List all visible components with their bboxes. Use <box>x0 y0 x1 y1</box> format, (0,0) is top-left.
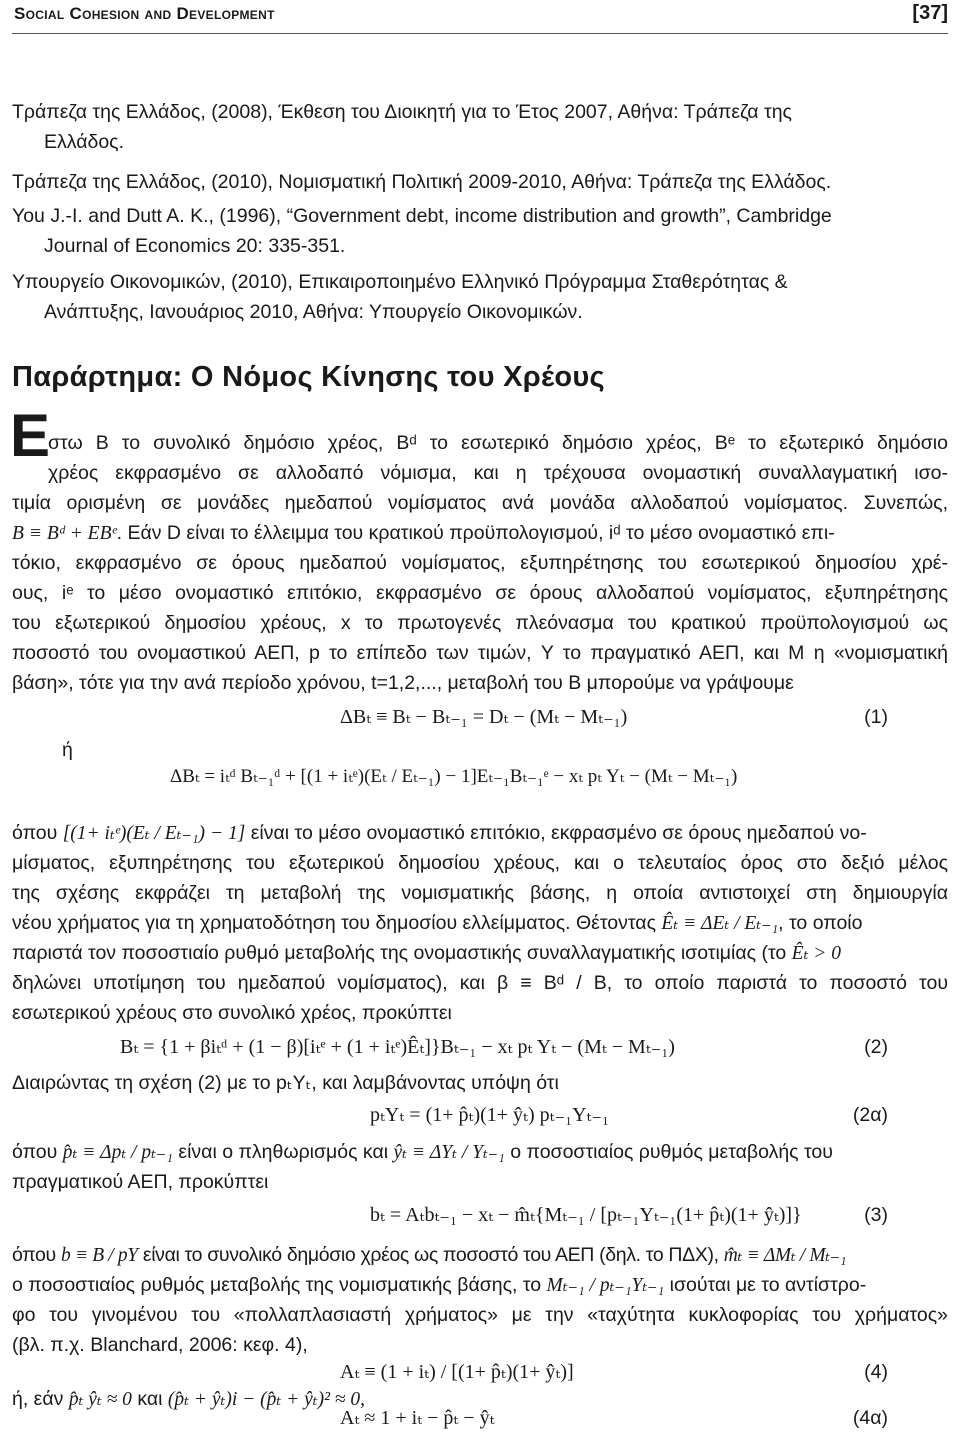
body-line <box>12 818 948 849</box>
reference-line: Τράπεζα της Ελλάδος, (2008), Έκθεση του Διοικητή για το Έτος 2007, Αθήνα: Τράπεζα της <box>12 101 792 123</box>
equation-number: (4) <box>864 1361 888 1383</box>
equation-1b: ΔBₜ = iₜᵈ Bₜ₋₁ᵈ + [(1 + iₜᵉ)(Eₜ / Eₜ₋₁) − 1]Eₜ₋₁Bₜ₋₁ᵉ − xₜ pₜ Yₜ − (Mₜ − Mₜ₋₁) <box>170 766 738 787</box>
inline-equation: Êₜ > 0 <box>791 943 842 964</box>
equation-4a: Aₜ ≈ 1 + iₜ − p̂ₜ − ŷₜ <box>340 1407 495 1429</box>
inline-equation: B ≡ Bᵈ + EBᵉ <box>12 523 117 544</box>
body-line: Διαιρώντας τη σχέση (2) με το pₜYₜ, και λαμβάνοντας υπόψη ότι <box>12 1072 559 1094</box>
inline-equation: b ≡ B / pY <box>60 1245 138 1266</box>
equation-number: (2) <box>864 1036 888 1058</box>
inline-equation: m̂ₜ ≡ ΔMₜ / Mₜ₋₁ <box>723 1245 847 1266</box>
body-line: τιμία ορισμένη σε μονάδες ημεδαπού νομίσματος ανά μονάδα αλλοδαπού νομίσματος. Συνεπώς, <box>12 492 948 514</box>
body-text: όπου <box>12 1141 58 1163</box>
equation-4: Aₜ ≡ (1 + iₜ) / [(1+ p̂ₜ)(1+ ŷₜ)] <box>340 1361 574 1383</box>
body-text: όπου <box>12 822 58 844</box>
equation-2: Bₜ = {1 + βiₜᵈ + (1 − β)[iₜᵉ + (1 + iₜᵉ)Êₜ]}Bₜ₋₁ − xₜ pₜ Yₜ − (Mₜ − Mₜ₋₁) <box>120 1036 675 1058</box>
body-line: του εξωτερικού δημοσίου χρέους, x το πρωτογενές πλεόνασμα του κρατικού προϋπολογισμού ως <box>12 612 948 634</box>
inline-equation: Mₜ₋₁ / pₜ₋₁Yₜ₋₁ <box>546 1275 665 1296</box>
body-text: είναι το συνολικό δημόσιο χρέος ως ποσοστό του ΑΕΠ (δηλ. το ΠΔΧ), <box>142 1244 719 1266</box>
equation-number: (4α) <box>852 1407 888 1429</box>
or-connector: ή <box>62 739 73 761</box>
equation-1: ΔBₜ ≡ Bₜ − Bₜ₋₁ = Dₜ − (Mₜ − Mₜ₋₁) <box>340 706 628 728</box>
equation-number: (1) <box>864 706 888 728</box>
running-header-title: Social Cohesion and Development <box>14 4 275 23</box>
section-title: Παράρτημα: Ο Νόμος Κίνησης του Χρέους <box>12 361 605 393</box>
body-text: είναι το μέσο ονομαστικό επιτόκιο, εκφρασμένο σε όρους ημεδαπού νο- <box>250 822 867 844</box>
reference-line: Journal of Economics 20: 335-351. <box>44 235 346 257</box>
body-line: μίσματος, εξυπηρέτησης του εξωτερικού δημοσίου χρέους, και ο τελευταίος όρος στο δεξιό μέλος <box>12 852 948 874</box>
body-line: της σχέσης εκφράζει τη μεταβολή της νομισματικής βάσης, η οποία αντιστοιχεί στη δημιουργία <box>12 882 948 904</box>
equation-number: (2α) <box>852 1104 888 1126</box>
body-line: στω B το συνολικό δημόσιο χρέος, Bᵈ το εσωτερικό δημόσιο χρέος, Bᵉ το εξωτερικό δημόσιο <box>48 432 948 454</box>
body-line <box>12 1270 948 1301</box>
body-line: ποσοστό του ονομαστικού ΑΕΠ, p το επίπεδο των τιμών, Y το πραγματικό ΑΕΠ, και M η «νομισματική <box>12 642 948 664</box>
body-line: φο του γινομένου του «πολλαπλασιαστή χρήματος» με την «ταχύτητα κυκλοφορίας του χρήματος» <box>12 1304 948 1326</box>
inline-equation: [(1+ iₜᵉ)(Eₜ / Eₜ₋₁) − 1] <box>62 823 246 844</box>
body-text: , το οποίο <box>778 912 863 934</box>
reference-line: Ανάπτυξης, Ιανουάριος 2010, Αθήνα: Υπουργείο Οικονομικών. <box>44 301 583 323</box>
reference-line: You J.-I. and Dutt A. K., (1996), “Government debt, income distribution and growth”, Cambridge <box>12 205 832 227</box>
body-text: ή, εάν <box>12 1388 64 1410</box>
reference-line: Ελλάδος. <box>44 131 124 153</box>
body-line: βάση», τότε για την ανά περίοδο χρόνου, t=1,2,..., μεταβολή του B μπορούμε να γράψουμε <box>12 672 794 694</box>
inline-equation: p̂ₜ ŷₜ ≈ 0 <box>68 1389 132 1410</box>
body-line <box>12 1137 948 1168</box>
inline-equation: Êₜ ≡ ΔEₜ / Eₜ₋₁ <box>661 913 779 934</box>
body-line: (βλ. π.χ. Blanchard, 2006: κεφ. 4), <box>12 1334 308 1356</box>
body-line: εσωτερικού χρέους στο συνολικό χρέος, προκύπτει <box>12 1002 452 1024</box>
body-text: ο ποσοστιαίος ρυθμός μεταβολής της νομισματικής βάσης, το <box>12 1274 542 1296</box>
body-text: ισούται με το αντίστρο- <box>669 1274 867 1296</box>
inline-equation: p̂ₜ ≡ Δpₜ / pₜ₋₁ <box>62 1142 173 1163</box>
reference-line: Υπουργείο Οικονομικών, (2010), Επικαιροποιημένο Ελληνικό Πρόγραμμα Σταθερότητας & <box>12 271 788 293</box>
body-text: ο ποσοστιαίος ρυθμός μεταβολής του <box>510 1141 833 1163</box>
body-text: και <box>137 1388 163 1410</box>
body-text: όπου <box>12 1244 56 1266</box>
body-text: είναι ο πληθωρισμός και <box>178 1141 389 1163</box>
body-line <box>12 938 948 969</box>
body-line <box>12 518 948 549</box>
body-line: ους, iᵉ το μέσο ονομαστικό επιτόκιο, εκφρασμένο σε όρους αλλοδαπού νομίσματος, εξυπηρέτησης <box>12 582 948 604</box>
inline-equation: (p̂ₜ + ŷₜ)i − (p̂ₜ + ŷₜ)² ≈ 0, <box>167 1389 365 1410</box>
equation-3: bₜ = Aₜbₜ₋₁ − xₜ − m̂ₜ{Mₜ₋₁ / [pₜ₋₁Yₜ₋₁(1+ p̂ₜ)(1+ ŷₜ)]} <box>370 1204 802 1226</box>
page-number: [37] <box>912 2 948 24</box>
body-text: παριστά τον ποσοστιαίο ρυθμό μεταβολής της ονομαστικής συναλλαγματικής ισοτιμίας (το <box>12 942 787 964</box>
header-divider <box>12 33 948 34</box>
body-line: τόκιο, εκφρασμένο σε όρους ημεδαπού νομίσματος, εξυπηρέτησης του εσωτερικού δημοσίου χρέ- <box>12 552 948 574</box>
body-line <box>12 908 948 939</box>
body-line: δηλώνει υποτίμηση του ημεδαπού νομίσματος), και β ≡ Bᵈ / B, το οποίο παριστά το ποσοστό του <box>12 972 948 994</box>
body-text: νέου χρήματος για τη χρηματοδότηση του δημοσίου ελλείμματος. Θέτοντας <box>12 912 656 934</box>
equation-number: (3) <box>864 1204 888 1226</box>
body-line: πραγματικού ΑΕΠ, προκύπτει <box>12 1171 269 1193</box>
equation-2a: pₜYₜ = (1+ p̂ₜ)(1+ ŷₜ) pₜ₋₁Yₜ₋₁ <box>370 1104 610 1126</box>
body-line: χρέος εκφρασμένο σε αλλοδαπό νόμισμα, και η τρέχουσα ονομαστική συναλλαγματική ισο- <box>48 462 948 484</box>
body-line <box>12 1240 948 1271</box>
reference-line: Τράπεζα της Ελλάδος, (2010), Νομισματική Πολιτική 2009-2010, Αθήνα: Τράπεζα της Ελλάδος. <box>12 171 832 193</box>
drop-cap: Ε <box>10 402 51 469</box>
inline-equation: ŷₜ ≡ ΔYₜ / Yₜ₋₁ <box>393 1142 505 1163</box>
body-text: . Εάν D είναι το έλλειμμα του κρατικού προϋπολογισμού, iᵈ το μέσο ονομαστικό επι- <box>116 522 835 544</box>
